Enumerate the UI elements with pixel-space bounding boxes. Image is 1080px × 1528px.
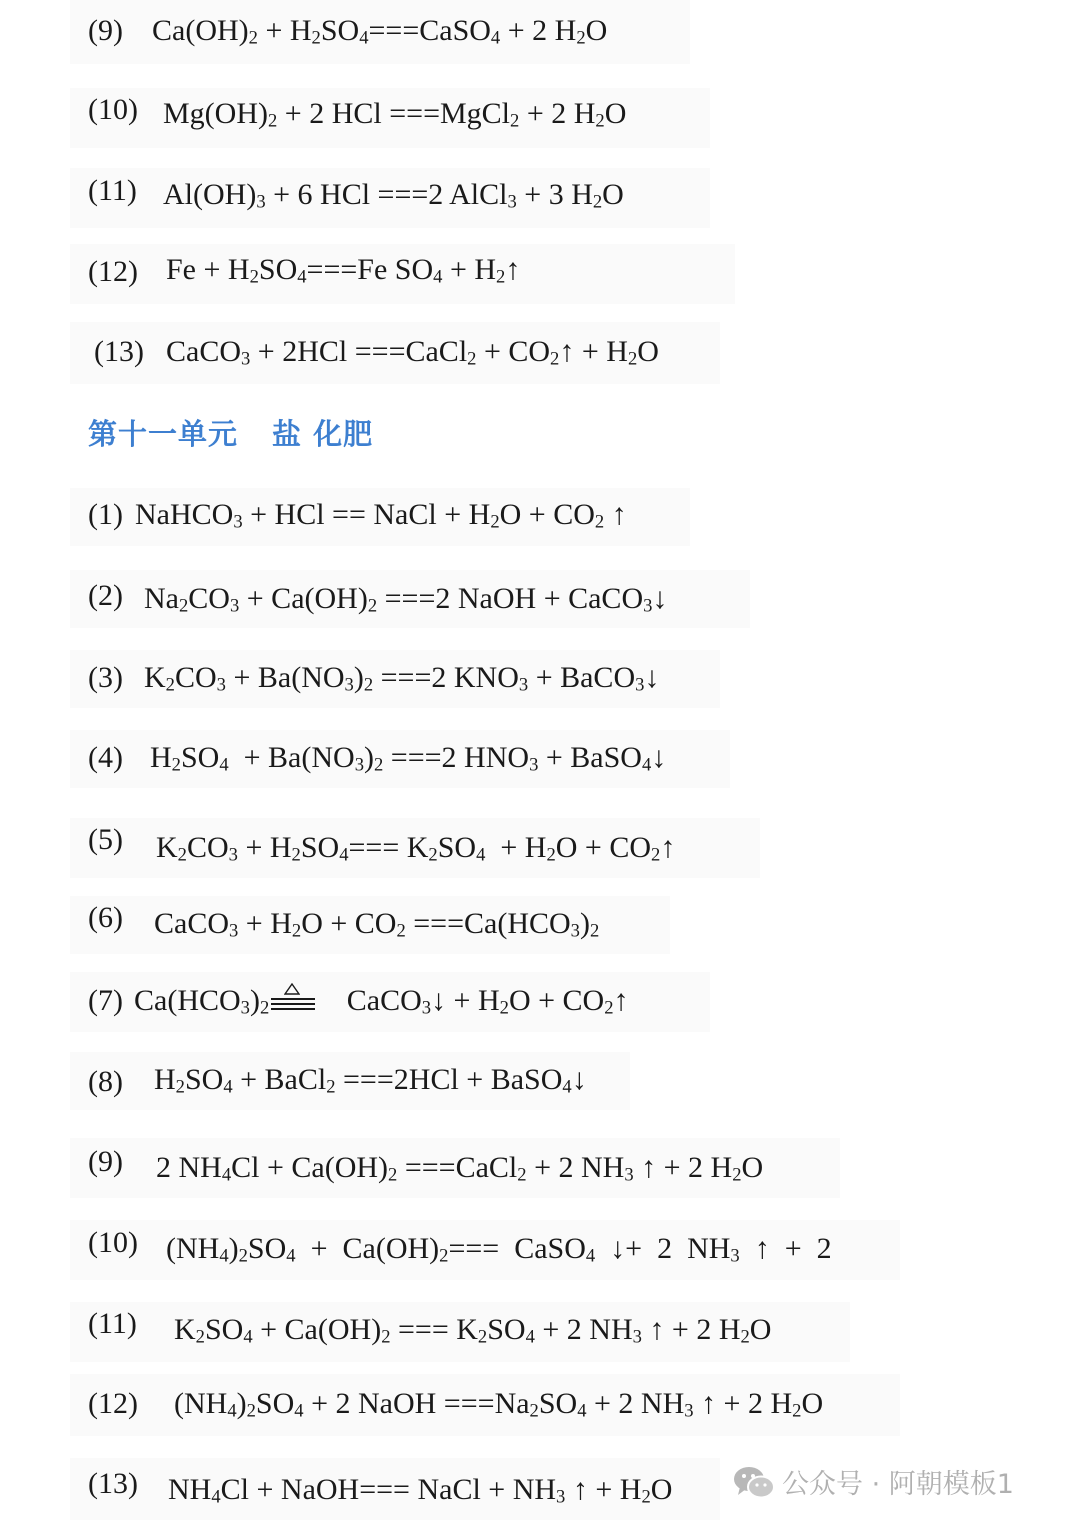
equation-number: (9) bbox=[88, 1145, 123, 1178]
watermark bbox=[732, 1462, 1014, 1501]
equation-number: (11) bbox=[88, 174, 137, 207]
section-heading-unit: 第十一单元 bbox=[88, 417, 239, 451]
equation-number: (5) bbox=[88, 823, 123, 856]
equation-reactant: $Ca(HCO_3)_2$ bbox=[134, 984, 270, 1019]
equation-number: (10) bbox=[88, 93, 138, 126]
equation-formula: CaCO$_3$ + 2HCl ===CaCl$_2$ + $CO_2↑ + H_2O$ bbox=[166, 335, 659, 370]
equation-number: (2) bbox=[88, 579, 123, 612]
equation-formula: $(NH_4)_2SO_4 + Ca(OH)_2===$ CaSO$_4$ ↓+ 2 $NH_3$ ↑ + 2 bbox=[166, 1232, 832, 1267]
equation-number: (11) bbox=[88, 1307, 137, 1340]
equation-formula: $H_2SO_4 + Ba(NO_3)_2 ===2$ $HNO_3$ + BaSO$_4$↓ bbox=[150, 741, 667, 776]
equation-formula: $Na_2CO_3 + Ca(OH)_2 ===2$ NaOH + CaCO$_3$↓ bbox=[144, 582, 668, 617]
section-heading-topic: 盐 化肥 bbox=[272, 417, 374, 451]
equation-formula: $K_2CO_3 + H_2SO_4=== K_2SO_4 + H_2O$ + $CO_2↑$ bbox=[156, 831, 676, 866]
equation-number: (1) bbox=[88, 498, 123, 531]
equation-formula: $Ca(OH)_2$ + $H_2SO_4===CaSO_4 + 2$ $H_2O$ bbox=[152, 14, 608, 49]
equation-number: (4) bbox=[88, 741, 123, 774]
equation-number: (8) bbox=[88, 1065, 123, 1098]
equation-number: (12) bbox=[88, 255, 138, 288]
wechat-icon bbox=[732, 1465, 776, 1501]
equation-formula: $Al(OH)_3 + 6$ HCl ===2 AlCl$_3$ + 3 $H_2O$ bbox=[163, 178, 624, 213]
equation-number: (13) bbox=[94, 335, 144, 368]
equation-number: (6) bbox=[88, 901, 123, 934]
equation-formula: NaHCO$_3$ + HCl == NaCl + $H_2O + CO_2$ ↑ bbox=[135, 498, 627, 533]
equation-number: (9) bbox=[88, 14, 123, 47]
heat-condition-icon bbox=[269, 983, 317, 1013]
equation-number: (10) bbox=[88, 1226, 138, 1259]
equation-formula: $NH_4Cl$ + NaOH=== NaCl + $NH_3$ ↑ + $H_2O$ bbox=[168, 1473, 673, 1508]
equation-formula: $Fe + H_2SO_4===Fe$ $SO_4$ + $H_2↑$ bbox=[166, 253, 521, 288]
equation-formula bbox=[134, 983, 629, 1019]
equation-formula: $Mg(OH)_2 + 2$ HCl ===MgCl$_2$ + 2 $H_2O$ bbox=[163, 97, 627, 132]
equation-formula: $H_2SO_4$ + BaCl$_2$ ===2HCl + BaSO$_4$↓ bbox=[154, 1063, 587, 1098]
equation-formula: $K_2CO_3 + Ba(NO_3)_2 ===2$ $KNO_3$ + BaCO$_3$↓ bbox=[144, 661, 660, 696]
equation-number: (13) bbox=[88, 1467, 138, 1500]
equation-formula: $K_2SO_4 + Ca(OH)_2$ === $K_2SO_4 + 2$ $NH_3$ ↑ + 2 $H_2O$ bbox=[174, 1313, 772, 1348]
watermark-text: 公众号 · 阿朝模板1 bbox=[782, 1469, 1014, 1500]
equation-formula: CaCO$_3$ + $H_2O + CO_2 ===Ca(HCO_3)_2$ bbox=[154, 907, 600, 942]
equation-product: CaCO$_3$↓ + $H_2O$ + $CO_2↑$ bbox=[346, 984, 629, 1019]
equation-number: (7) bbox=[88, 984, 123, 1017]
section-heading bbox=[88, 412, 373, 453]
equation-number: (12) bbox=[88, 1387, 138, 1420]
equation-formula: $(NH_4)_2SO_4 + 2$ NaOH $===Na_2SO_4 + 2$ $NH_3$ ↑ + 2 $H_2O$ bbox=[174, 1387, 824, 1422]
equation-number: (3) bbox=[88, 661, 123, 694]
equation-formula: 2 $NH_4Cl + Ca(OH)_2$ ===CaCl$_2$ + 2 $NH_3$ ↑ + 2 $H_2O$ bbox=[156, 1151, 764, 1186]
